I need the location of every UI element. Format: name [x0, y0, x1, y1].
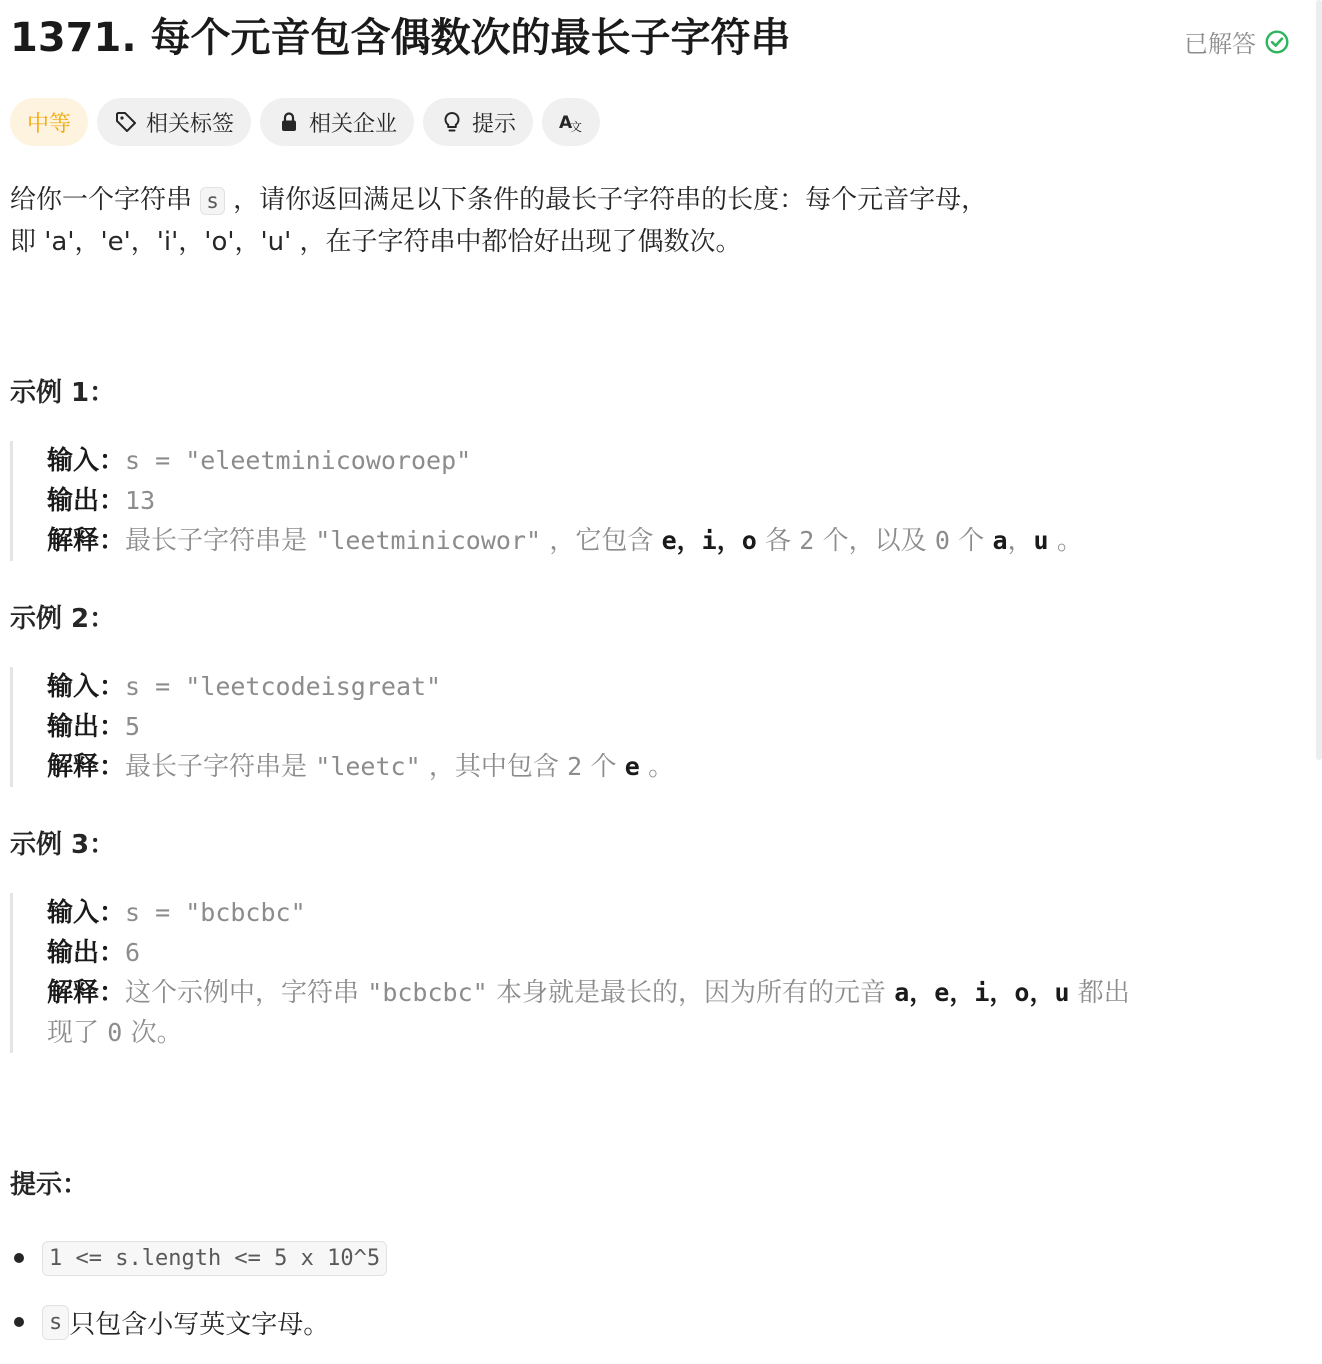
svg-text:A: A — [559, 113, 573, 133]
explain-text: 。 — [1048, 526, 1083, 556]
explain-text: 个 — [949, 526, 993, 556]
hint-label: 提示 — [472, 111, 517, 137]
explain-bold: a，e，i，o，u — [894, 978, 1070, 1007]
explain-text: 最长子字符串是 — [125, 752, 316, 782]
explain-bold: e — [624, 752, 640, 781]
input-label: 输入： — [47, 446, 126, 476]
explain-code: "leetc" — [315, 752, 421, 781]
explain-label: 解释： — [47, 526, 126, 556]
example-3-explanation — [47, 973, 1130, 1013]
example-1-title: 示例 1： — [10, 378, 116, 408]
explain-text: ，其中包含 — [420, 752, 568, 782]
explain-text: 本身就是最长的，因为所有的元音 — [487, 978, 895, 1008]
bullet-icon — [14, 1253, 24, 1263]
lightbulb-icon — [440, 110, 464, 134]
explain-text: 现了 — [47, 1018, 108, 1048]
solved-status — [1184, 24, 1290, 59]
explain-code: 0 — [934, 526, 950, 555]
output-label: 输出： — [47, 938, 126, 968]
difficulty-label: 中等 — [27, 111, 72, 137]
related-tags-label: 相关标签 — [146, 111, 235, 137]
explain-text: 。 — [639, 752, 675, 782]
example-1-output — [47, 481, 1083, 521]
tag-icon — [114, 110, 138, 134]
output-value: 13 — [125, 486, 156, 515]
example-1-explanation — [47, 521, 1083, 561]
example-2-input — [47, 667, 674, 707]
description-text: ，请你返回满足以下条件的最长子字符串的长度：每个元音字母， — [224, 185, 988, 215]
explain-code: 2 — [799, 526, 815, 555]
solved-label: 已解答 — [1184, 30, 1256, 58]
explain-code: "bcbcbc" — [367, 978, 488, 1007]
title-row — [10, 10, 1290, 66]
output-label: 输出： — [47, 486, 126, 516]
check-circle-icon — [1264, 29, 1290, 55]
output-label: 输出： — [47, 712, 126, 742]
constraints-list — [10, 1236, 387, 1364]
explain-label: 解释： — [47, 752, 126, 782]
explain-text: 次。 — [122, 1018, 183, 1048]
input-value: s = "bcbcbc" — [125, 898, 306, 927]
example-3-title: 示例 3： — [10, 830, 116, 860]
explain-code: 2 — [567, 752, 583, 781]
companies-button[interactable] — [260, 98, 414, 146]
example-3-output — [47, 933, 1130, 973]
translate-button[interactable] — [542, 98, 600, 146]
constraint-text: 只包含小写英文字母。 — [69, 1309, 330, 1340]
companies-label: 相关企业 — [309, 111, 398, 137]
example-2-explanation — [47, 747, 674, 787]
explain-bold: a — [992, 526, 1008, 555]
explain-code: 0 — [107, 1018, 123, 1047]
explain-bold: u — [1033, 526, 1049, 555]
example-1-block — [10, 441, 1083, 561]
input-value: s = "leetcodeisgreat" — [125, 672, 442, 701]
description-line-1 — [10, 180, 987, 222]
inline-code-s: s — [200, 187, 225, 215]
example-1-input — [47, 441, 1083, 481]
example-3-input — [47, 893, 1130, 933]
explain-code: "leetminicowor" — [315, 526, 542, 555]
lock-icon — [277, 110, 301, 134]
description-text: 给你一个字符串 — [10, 185, 201, 215]
hint-button[interactable] — [423, 98, 533, 146]
problem-title: 1371. 每个元音包含偶数次的最长子字符串 — [10, 15, 791, 61]
list-item — [10, 1236, 387, 1280]
explain-label: 解释： — [47, 978, 126, 1008]
input-label: 输入： — [47, 898, 126, 928]
explain-text: 都出 — [1069, 978, 1130, 1008]
example-2-output — [47, 707, 674, 747]
explain-text: 最长子字符串是 — [125, 526, 316, 556]
input-value: s = "eleetminicoworoep" — [125, 446, 472, 475]
list-item — [10, 1300, 387, 1344]
example-3-block — [10, 893, 1130, 1053]
explain-text: ， — [1007, 526, 1034, 556]
constraint-code: 1 <= s.length <= 5 x 10^5 — [42, 1241, 387, 1276]
input-label: 输入： — [47, 672, 126, 702]
translate-icon — [559, 110, 583, 134]
description-line-2: 即 'a'，'e'，'i'，'o'，'u' ，在子字符串中都恰好出现了偶数次。 — [10, 227, 742, 257]
output-value: 6 — [125, 938, 141, 967]
scrollbar[interactable] — [1316, 0, 1322, 760]
explain-text: 个，以及 — [814, 526, 935, 556]
problem-description — [10, 180, 987, 263]
related-tags-button[interactable] — [97, 98, 251, 146]
svg-text:文: 文 — [570, 120, 583, 134]
explain-text: 个 — [582, 752, 625, 782]
constraint-code: s — [42, 1305, 69, 1340]
tag-bar — [10, 98, 600, 146]
explain-text: 各 — [756, 526, 800, 556]
explain-bold: e，i，o — [661, 526, 757, 555]
explain-text: ，它包含 — [541, 526, 662, 556]
example-3-explanation-cont — [47, 1013, 1130, 1053]
constraints-title: 提示： — [10, 1170, 89, 1200]
explain-text: 这个示例中，字符串 — [125, 978, 368, 1008]
example-2-block — [10, 667, 674, 787]
output-value: 5 — [125, 712, 141, 741]
example-2-title: 示例 2： — [10, 604, 116, 634]
difficulty-badge — [10, 98, 88, 146]
bullet-icon — [14, 1317, 24, 1327]
